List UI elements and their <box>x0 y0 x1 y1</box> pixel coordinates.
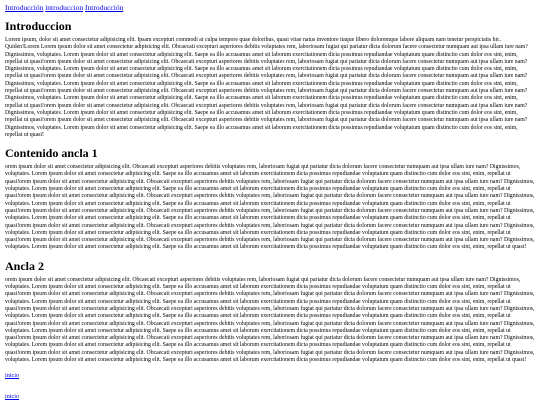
section-heading: Contenido ancla 1 <box>5 146 98 161</box>
section-introduccion <box>5 19 535 139</box>
section-paragraph: orem ipsum dolor sit amet consectetur adipisicing elit. Obcaecati excepturi asperiores debitis voluptates rem, laboriosam fugiat qui pariatur dicta dolorum facere consectetur numquam aut ipsa ullam iure nam? Dignissimos, voluptates. Lorem ipsum dolor sit amet consectetur adipisicing elit. Saepe ea illo accusamus amet sit laborum exercitationem dicta possimus repudiandae voluptatum quam distinctio cum dolor eos sint, enim, repellat ut quasi!orem ipsum dolor sit amet consectetur adipisicing elit. Obcaecati excepturi asperiores debitis voluptates rem, laboriosam fugiat qui pariatur dicta dolorum facere consectetur numquam aut ipsa ullam iure nam? Dignissimos, voluptates. Lorem ipsum dolor sit amet consectetur adipisicing elit. Saepe ea illo accusamus amet sit laborum exercitationem dicta possimus repudiandae voluptatum quam distinctio cum dolor eos sint, enim, repellat ut quasi!orem ipsum dolor sit amet consectetur adipisicing elit. Obcaecati excepturi asperiores debitis voluptates rem, laboriosam fugiat qui pariatur dicta dolorum facere consectetur numquam aut ipsa ullam iure nam? Dignissimos, voluptates. Lorem ipsum dolor sit amet consectetur adipisicing elit. Saepe ea illo accusamus amet sit laborum exercitationem dicta possimus repudiandae voluptatum quam distinctio cum dolor eos sint, enim, repellat ut quasi!orem ipsum dolor sit amet consectetur adipisicing elit. Obcaecati excepturi asperiores debitis voluptates rem, laboriosam fugiat qui pariatur dicta dolorum facere consectetur numquam aut ipsa ullam iure nam? Dignissimos, voluptates. Lorem ipsum dolor sit amet consectetur adipisicing elit. Saepe ea illo accusamus amet sit laborum exercitationem dicta possimus repudiandae voluptatum quam distinctio cum dolor eos sint, enim, repellat ut quasi!orem ipsum dolor sit amet consectetur adipisicing elit. Obcaecati excepturi asperiores debitis voluptates rem, laboriosam fugiat qui pariatur dicta dolorum facere consectetur numquam aut ipsa ullam iure nam? Dignissimos, voluptates. Lorem ipsum dolor sit amet consectetur adipisicing elit. Saepe ea illo accusamus amet sit laborum exercitationem dicta possimus repudiandae voluptatum quam distinctio cum dolor eos sint, enim, repellat ut quasi!orem ipsum dolor sit amet consectetur adipisicing elit. Obcaecati excepturi asperiores debitis voluptates rem, laboriosam fugiat qui pariatur dicta dolorum facere consectetur numquam aut ipsa ullam iure nam? Dignissimos, voluptates. Lorem ipsum dolor sit amet consectetur adipisicing elit. Saepe ea illo accusamus amet sit laborum exercitationem dicta possimus repudiandae voluptatum quam distinctio cum dolor eos sint, enim, repellat ut quasi! <box>5 276 535 363</box>
section-heading: Introduccion <box>5 19 72 33</box>
footer-link-inicio-2[interactable]: inicio <box>5 393 20 401</box>
footer-link-inicio-1[interactable]: inicio <box>5 372 20 380</box>
nav-link-introduccion-2[interactable]: introduccion <box>45 3 84 12</box>
nav-link-introduccion-1[interactable]: Introducción <box>5 3 44 12</box>
section-ancla-2 <box>5 259 535 365</box>
nav-link-introduccion-3[interactable]: Introducción <box>85 3 124 12</box>
section-paragraph: orem ipsum dolor sit amet consectetur adipisicing elit. Obcaecati excepturi asperiores debitis voluptates rem, laboriosam fugiat qui pariatur dicta dolorum facere consectetur numquam aut ipsa ullam iure nam? Dignissimos, voluptates. Lorem ipsum dolor sit amet consectetur adipisicing elit. Saepe ea illo accusamus amet sit laborum exercitationem dicta possimus repudiandae voluptatum quam distinctio cum dolor eos sint, enim, repellat ut quasi!orem ipsum dolor sit amet consectetur adipisicing elit. Obcaecati excepturi asperiores debitis voluptates rem, laboriosam fugiat qui pariatur dicta dolorum facere consectetur numquam aut ipsa ullam iure nam? Dignissimos, voluptates. Lorem ipsum dolor sit amet consectetur adipisicing elit. Saepe ea illo accusamus amet sit laborum exercitationem dicta possimus repudiandae voluptatum quam distinctio cum dolor eos sint, enim, repellat ut quasi!orem ipsum dolor sit amet consectetur adipisicing elit. Obcaecati excepturi asperiores debitis voluptates rem, laboriosam fugiat qui pariatur dicta dolorum facere consectetur numquam aut ipsa ullam iure nam? Dignissimos, voluptates. Lorem ipsum dolor sit amet consectetur adipisicing elit. Saepe ea illo accusamus amet sit laborum exercitationem dicta possimus repudiandae voluptatum quam distinctio cum dolor eos sint, enim, repellat ut quasi!orem ipsum dolor sit amet consectetur adipisicing elit. Obcaecati excepturi asperiores debitis voluptates rem, laboriosam fugiat qui pariatur dicta dolorum facere consectetur numquam aut ipsa ullam iure nam? Dignissimos, voluptates. Lorem ipsum dolor sit amet consectetur adipisicing elit. Saepe ea illo accusamus amet sit laborum exercitationem dicta possimus repudiandae voluptatum quam distinctio cum dolor eos sint, enim, repellat ut quasi!orem ipsum dolor sit amet consectetur adipisicing elit. Obcaecati excepturi asperiores debitis voluptates rem, laboriosam fugiat qui pariatur dicta dolorum facere consectetur numquam aut ipsa ullam iure nam? Dignissimos, voluptates. Lorem ipsum dolor sit amet consectetur adipisicing elit. Saepe ea illo accusamus amet sit laborum exercitationem dicta possimus repudiandae voluptatum quam distinctio cum dolor eos sint, enim, repellat ut quasi!orem ipsum dolor sit amet consectetur adipisicing elit. Obcaecati excepturi asperiores debitis voluptates rem, laboriosam fugiat qui pariatur dicta dolorum facere consectetur numquam aut ipsa ullam iure nam? Dignissimos, voluptates. Lorem ipsum dolor sit amet consectetur adipisicing elit. Saepe ea illo accusamus amet sit laborum exercitationem dicta possimus repudiandae voluptatum quam distinctio cum dolor eos sint, enim, repellat ut quasi! <box>5 164 535 251</box>
section-contenido-ancla-1 <box>5 146 535 252</box>
top-nav <box>5 3 535 12</box>
footer-links <box>5 372 535 401</box>
section-heading: Ancla 2 <box>5 258 44 273</box>
section-paragraph: Lorem ipsum, dolor sit amet consectetur adipisicing elit. Ipsam excepturi commodi at culpa tempore quae doloribus, quasi vitae natus inventore itaque libero doloremque labore aliquam nam tenetur perspiciatis hic. Quiden!Lorem Lorem ipsum dolor sit amet consectetur adipisicing elit. Obcaecati excepturi asperiores debitis voluptates rem, laboriosam fugiat qui pariatur dicta dolorum facere consectetur numquam aut ipsa ullam iure nam? Dignissimos, voluptates. Lorem ipsum dolor sit amet consectetur adipisicing elit. Saepe ea illo accusamus amet sit laborum exercitationem dicta possimus repudiandae voluptatum quam distinctio cum dolor eos sint, enim, repellat ut quasi!orem ipsum dolor sit amet consectetur adipisicing elit. Obcaecati excepturi asperiores debitis voluptates rem, laboriosam fugiat qui pariatur dicta dolorum facere consectetur numquam aut ipsa ullam iure nam? Dignissimos, voluptates. Lorem ipsum dolor sit amet consectetur adipisicing elit. Saepe ea illo accusamus amet sit laborum exercitationem dicta possimus repudiandae voluptatum quam distinctio cum dolor eos sint, enim, repellat ut quasi!orem ipsum dolor sit amet consectetur adipisicing elit. Obcaecati excepturi asperiores debitis voluptates rem, laboriosam fugiat qui pariatur dicta dolorum facere consectetur numquam aut ipsa ullam iure nam? Dignissimos, voluptates. Lorem ipsum dolor sit amet consectetur adipisicing elit. Saepe ea illo accusamus amet sit laborum exercitationem dicta possimus repudiandae voluptatum quam distinctio cum dolor eos sint, enim, repellat ut quasi!orem ipsum dolor sit amet consectetur adipisicing elit. Obcaecati excepturi asperiores debitis voluptates rem, laboriosam fugiat qui pariatur dicta dolorum facere consectetur numquam aut ipsa ullam iure nam? Dignissimos, voluptates. Lorem ipsum dolor sit amet consectetur adipisicing elit. Saepe ea illo accusamus amet sit laborum exercitationem dicta possimus repudiandae voluptatum quam distinctio cum dolor eos sint, enim, repellat ut quasi!orem ipsum dolor sit amet consectetur adipisicing elit. Obcaecati excepturi asperiores debitis voluptates rem, laboriosam fugiat qui pariatur dicta dolorum facere consectetur numquam aut ipsa ullam iure nam? Dignissimos, voluptates. Lorem ipsum dolor sit amet consectetur adipisicing elit. Saepe ea illo accusamus amet sit laborum exercitationem dicta possimus repudiandae voluptatum quam distinctio cum dolor eos sint, enim, repellat ut quasi!orem ipsum dolor sit amet consectetur adipisicing elit. Obcaecati excepturi asperiores debitis voluptates rem, laboriosam fugiat qui pariatur dicta dolorum facere consectetur numquam aut ipsa ullam iure nam? Dignissimos, voluptates. Lorem ipsum dolor sit amet consectetur adipisicing elit. Saepe ea illo accusamus amet sit laborum exercitationem dicta possimus repudiandae voluptatum quam distinctio cum dolor eos sint, enim, repellat ut quasi! <box>5 37 528 138</box>
